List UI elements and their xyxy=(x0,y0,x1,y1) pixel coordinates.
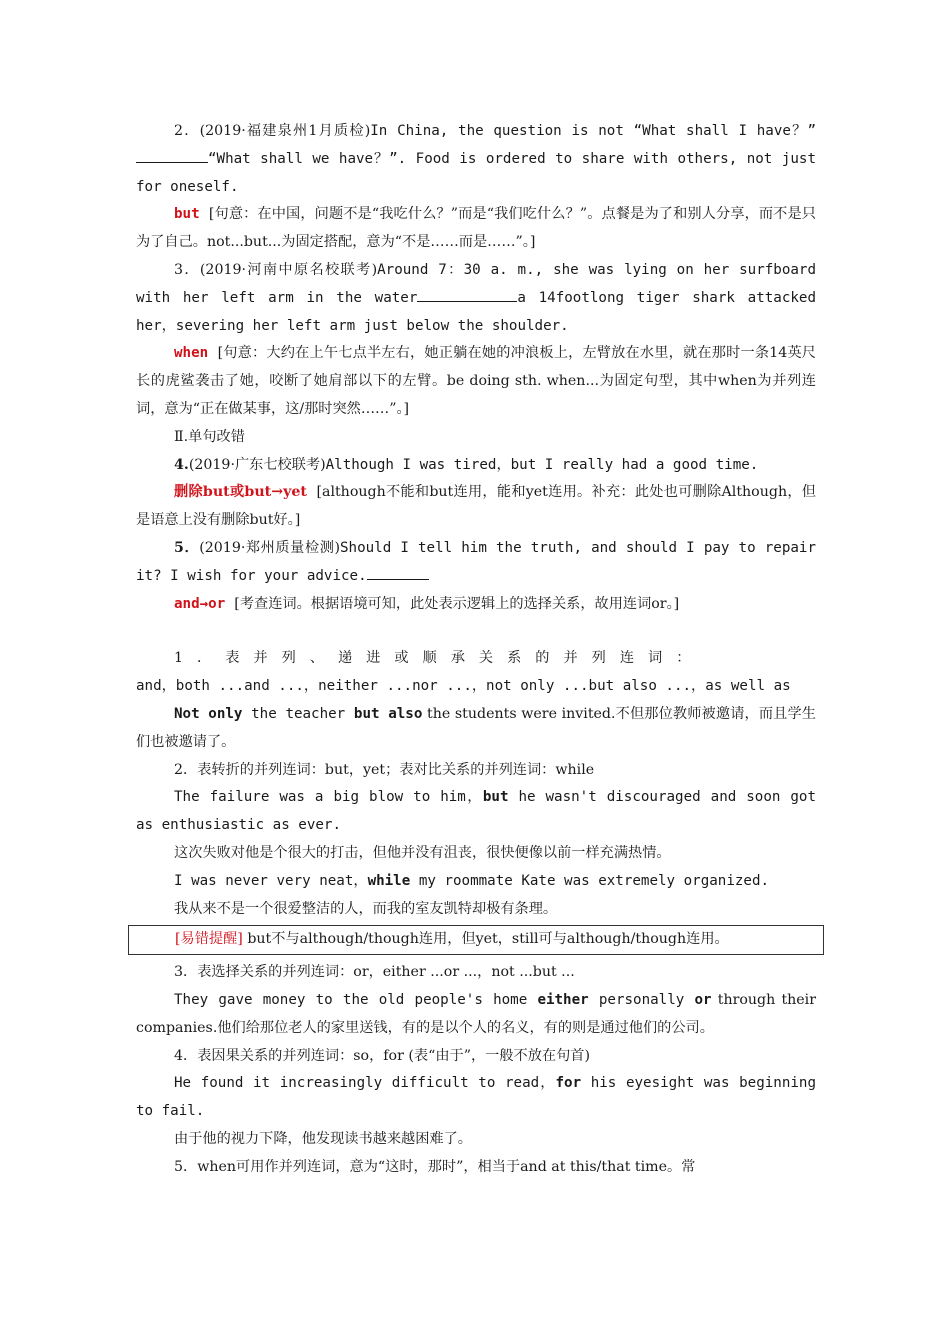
example-text: through their companies.他们给那位老人的家里送钱，有的是以个人的名义，有的则是通过他们的公司。 xyxy=(136,991,816,1036)
warning-body: but不与although/though连用，但yet，still可与although/though连用。 xyxy=(242,931,729,948)
warning-label: [易错提醒] xyxy=(175,931,243,948)
note-2-example-2 xyxy=(136,868,816,896)
answer-key: and→or xyxy=(174,595,226,612)
answer-3 xyxy=(136,340,816,423)
keyword: for xyxy=(555,1075,582,1092)
note-4-title: 4．表因果关系的并列连词：so，for (表“由于”，一般不放在句首) xyxy=(174,1047,591,1064)
example-text: his eyesight was beginning to fail. xyxy=(136,1075,817,1120)
example-text: he wasn't discouraged and soon got as enthusiastic as ever. xyxy=(136,789,816,834)
question-2 xyxy=(136,118,816,201)
note-4-example xyxy=(136,1070,816,1126)
example-text: They gave money to the old people's home xyxy=(174,991,538,1008)
answer-explanation: [句意：大约在上午七点半左右，她正躺在她的冲浪板上，左臂放在水里，就在那时一条14英尺长的虎鲨袭击了她，咬断了她肩部以下的左臂。be doing sth. when...为固定句型，其中when为并列连词，意为“正在做某事，这/那时突然……”。] xyxy=(136,345,816,417)
document-page xyxy=(136,118,816,1181)
keyword: while xyxy=(367,872,411,889)
answer-explanation: [although不能和but连用，能和yet连用。补充：此处也可删除Although，但是语意上没有删除but好。] xyxy=(136,484,816,529)
warning-text xyxy=(137,926,815,954)
example-text: the teacher xyxy=(242,705,354,722)
note-2-example-2-translation: 我从来不是一个很爱整洁的人，而我的室友凯特却极有条理。 xyxy=(174,900,558,917)
question-number: 5． xyxy=(174,539,200,556)
question-5 xyxy=(136,535,816,591)
question-source: (2019·郑州质量检测) xyxy=(199,539,340,556)
note-3-example xyxy=(136,987,816,1043)
question-number: 4. xyxy=(174,456,189,473)
keyword: Not only xyxy=(174,705,243,722)
answer-key: but xyxy=(174,206,200,223)
answer-blank xyxy=(367,565,429,580)
note-5-title: 5．when可用作并列连词，意为“这时，那时”，相当于and at this/that time。常 xyxy=(174,1158,696,1175)
answer-explanation: [句意：在中国，问题不是“我吃什么？”而是“我们吃什么？”。点餐是为了和别人分享，而不是只为了自己。not...but...为固定搭配，意为“不是……而是……”。] xyxy=(136,206,816,251)
question-text: Although I was tired，but I really had a good time. xyxy=(325,456,759,473)
answer-5 xyxy=(136,591,816,619)
note-1-example xyxy=(136,701,816,757)
question-number: 2． xyxy=(174,123,200,139)
note-1-list: and，both ...and ...，neither ...nor ...，not only ...but also ...，as well as xyxy=(136,678,791,695)
note-3-title: 3．表选择关系的并列连词：or，either ...or ...，not ...but ... xyxy=(174,964,575,981)
example-text: personally xyxy=(588,991,695,1008)
answer-4 xyxy=(136,479,816,535)
note-2-title: 2．表转折的并列连词：but，yet；表对比关系的并列连词：while xyxy=(174,761,595,778)
section-heading: Ⅱ.单句改错 xyxy=(174,428,245,445)
question-text: Should I tell him the truth, and should I pay to repair it? I wish for your advice. xyxy=(136,539,817,584)
question-text: “What shall we have？”. Food is ordered to share with others, not just for oneself. xyxy=(136,150,816,195)
question-source: (2019·福建泉州1月质检) xyxy=(199,123,371,139)
question-text: Around 7：30 a. m., she was lying on her surfboard with her left arm in the water xyxy=(136,261,816,306)
question-source: (2019·广东七校联考) xyxy=(188,456,326,473)
keyword: but also xyxy=(353,705,423,722)
question-source: (2019·河南中原名校联考) xyxy=(199,261,378,278)
section-spacer xyxy=(136,618,816,645)
keyword: but xyxy=(482,789,509,806)
answer-explanation: [考查连词。根据语境可知，此处表示逻辑上的选择关系，故用连词or。] xyxy=(234,595,680,612)
example-text: He found it increasingly difficult to read， xyxy=(174,1075,556,1092)
answer-key: 删除but或but→yet xyxy=(174,484,307,501)
note-1-title: 1．表并列、递进或顺承关系的并列连词： xyxy=(174,650,705,667)
note-2-example-1 xyxy=(136,784,816,840)
note-4-example-translation: 由于他的视力下降，他发现读书越来越困难了。 xyxy=(174,1130,472,1147)
answer-2 xyxy=(136,201,816,257)
example-text: the students were invited.不但那位教师被邀请，而且学生们也被邀请了。 xyxy=(136,705,816,750)
example-text: I was never very neat， xyxy=(174,872,368,889)
keyword: or xyxy=(694,991,712,1008)
question-4 xyxy=(136,452,816,480)
question-3 xyxy=(136,257,816,340)
warning-box xyxy=(128,925,824,955)
question-text: In China, the question is not “What shall I have？” xyxy=(370,123,816,139)
question-number: 3． xyxy=(174,261,200,278)
note-2-example-1-translation: 这次失败对他是个很大的打击，但他并没有沮丧，很快便像以前一样充满热情。 xyxy=(174,844,671,861)
answer-blank xyxy=(136,148,208,163)
question-text: a 14footlong tiger shark attacked her，severing her left arm just below the shoulder. xyxy=(136,289,816,334)
example-text: The failure was a big blow to him， xyxy=(174,789,483,806)
answer-key: when xyxy=(174,345,209,362)
example-text: my roommate Kate was extremely organized. xyxy=(410,872,770,889)
keyword: either xyxy=(537,991,589,1008)
answer-blank xyxy=(417,287,517,302)
